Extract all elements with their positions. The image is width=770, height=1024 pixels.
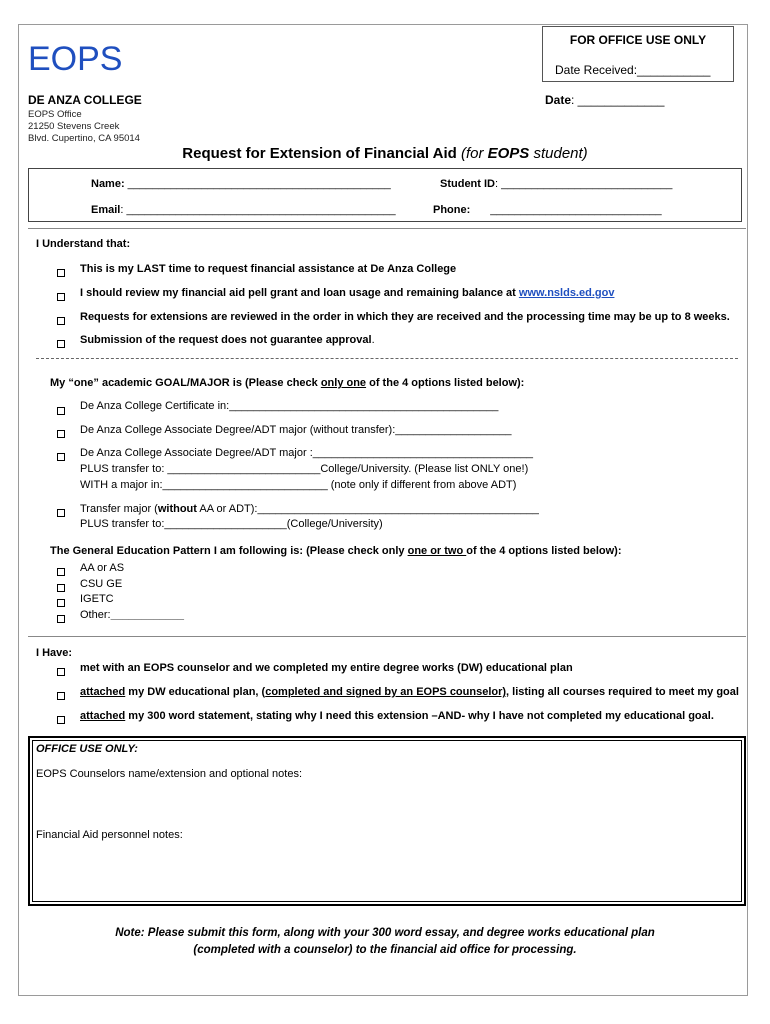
goal-heading-only-one: only one (320, 377, 367, 389)
have-item-1: met with an EOPS counselor and we completed my entire degree works (DW) educational plan (80, 662, 573, 674)
office-use-section (28, 736, 746, 906)
understand-item-4 (80, 334, 375, 346)
eops-logo: EOPS (28, 40, 123, 78)
financial-aid-notes-label: Financial Aid personnel notes: (36, 829, 183, 841)
date-received-field[interactable]: Date Received:___________ (555, 63, 711, 77)
address-line-1: 21250 Stevens Creek (28, 121, 120, 132)
email-blank: : ____________________________________________ (120, 204, 396, 216)
ge-heading (50, 545, 622, 557)
understand-item-2 (80, 287, 614, 299)
office-use-title: OFFICE USE ONLY: (36, 743, 138, 755)
checkbox-other[interactable] (57, 610, 65, 628)
phone-label: Phone: (433, 204, 471, 216)
divider (28, 636, 746, 637)
understand-heading: I Understand that: (36, 238, 131, 250)
understand-item-4-text: Submission of the request does not guarantee approval (80, 334, 372, 346)
ge-option-aa-as: AA or AS (80, 562, 125, 574)
address-line-2: Blvd. Cupertino, CA 95014 (28, 133, 140, 144)
nslds-link[interactable]: www.nslds.ed.gov (518, 287, 615, 299)
college-name: DE ANZA COLLEGE (28, 93, 142, 107)
goal-heading (50, 377, 524, 389)
have-item-2 (80, 686, 739, 698)
goal-option-4-without: without (157, 503, 197, 515)
email-label: Email (91, 204, 121, 216)
have-heading: I Have: (36, 647, 73, 659)
title-paren-close: student) (529, 145, 588, 162)
note-line-1: Note: Please submit this form, along with your 300 word essay, and degree works educational plan (115, 927, 655, 939)
title-eops: EOPS (487, 145, 530, 162)
office-use-box (542, 26, 734, 82)
goal-heading-post: of the 4 options listed below): (366, 377, 525, 389)
ge-other-blank[interactable]: ____________ (110, 609, 184, 621)
have-item-2-signed: completed and signed by an EOPS counselor) (265, 686, 507, 698)
goal-option-4-post: AA or ADT):______________________________________________ (196, 503, 539, 515)
student-id-field[interactable] (440, 178, 672, 190)
name-field[interactable] (91, 178, 391, 190)
title-main: Request for Extension of Financial Aid (182, 145, 461, 162)
checkbox-review-aid[interactable] (57, 288, 65, 306)
checkbox-associate-transfer[interactable] (57, 448, 65, 466)
goal-option-3-line-2: PLUS transfer to: _________________________College/University. (Please list ONLY one!) (80, 463, 529, 475)
ge-other-label: Other: (80, 609, 111, 621)
goal-option-certificate: De Anza College Certificate in:____________________________________________ (80, 400, 499, 412)
ge-option-other (80, 609, 184, 621)
goal-option-3-line-3: WITH a major in:___________________________ (note only if different from above ADT) (80, 479, 517, 491)
name-label: Name: (91, 178, 125, 190)
divider (28, 228, 746, 229)
title-paren-open: (for (460, 145, 488, 162)
checkbox-attached-statement[interactable] (57, 711, 65, 729)
office-name: EOPS Office (28, 109, 82, 120)
checkbox-processing-time[interactable] (57, 312, 65, 330)
understand-item-4-end: . (371, 334, 375, 346)
have-item-3-post: my 300 word statement, stating why I need this extension –AND- why I have not completed my educational goal. (125, 710, 714, 722)
understand-item-3: Requests for extensions are reviewed in the order in which they are received and the processing time may be up to 8 weeks. (80, 311, 730, 323)
understand-item-1: This is my LAST time to request financial assistance at De Anza College (80, 263, 457, 275)
goal-option-3-line-1: De Anza College Associate Degree/ADT major :____________________________________ (80, 447, 533, 459)
checkbox-certificate[interactable] (57, 402, 65, 420)
checkbox-associate[interactable] (57, 425, 65, 443)
goal-option-4-line-2: PLUS transfer to:____________________(College/University) (80, 518, 383, 530)
date-blank: : _____________ (571, 93, 665, 107)
goal-option-4-line-1 (80, 503, 539, 515)
have-item-3-attached: attached (80, 710, 126, 722)
checkbox-transfer-major[interactable] (57, 504, 65, 522)
ge-heading-one-or-two: one or two (407, 545, 467, 557)
ge-heading-pre: The General Education Pattern I am following is: (Please check only (50, 545, 408, 557)
understand-item-2-text: I should review my financial aid pell grant and loan usage and remaining balance at (80, 287, 519, 299)
goal-option-associate: De Anza College Associate Degree/ADT major (without transfer):___________________ (80, 424, 512, 436)
office-box-title: FOR OFFICE USE ONLY (569, 33, 707, 47)
goal-heading-pre: My “one” academic GOAL/MAJOR is (Please check (50, 377, 321, 389)
form-title (0, 145, 770, 162)
goal-option-4-pre: Transfer major ( (80, 503, 158, 515)
counselor-notes-label: EOPS Counselors name/extension and optional notes: (36, 768, 302, 780)
note-line-2: (completed with a counselor) to the financial aid office for processing. (193, 944, 577, 956)
phone-blank: ____________________________ (490, 204, 662, 216)
name-blank: ___________________________________________ (124, 178, 391, 190)
ge-option-igetc: IGETC (80, 593, 114, 605)
phone-field[interactable] (433, 204, 662, 216)
checkbox-no-guarantee[interactable] (57, 335, 65, 353)
have-item-2-attached: attached (80, 686, 126, 698)
have-item-3 (80, 710, 714, 722)
date-field[interactable] (545, 93, 664, 107)
have-item-2-mid: my DW educational plan, ( (125, 686, 266, 698)
dashed-divider (36, 358, 738, 359)
student-id-blank: : ____________________________ (495, 178, 673, 190)
checkbox-attached-plan[interactable] (57, 687, 65, 705)
ge-heading-post: of the 4 options listed below): (466, 545, 622, 557)
email-field[interactable] (91, 204, 396, 216)
student-info-box (28, 168, 742, 222)
student-id-label: Student ID (440, 178, 495, 190)
have-item-2-post: , listing all courses required to meet my goal (506, 686, 739, 698)
ge-option-csu-ge: CSU GE (80, 578, 123, 590)
date-label: Date (545, 93, 572, 107)
checkbox-met-counselor[interactable] (57, 663, 65, 681)
checkbox-last-time[interactable] (57, 264, 65, 282)
